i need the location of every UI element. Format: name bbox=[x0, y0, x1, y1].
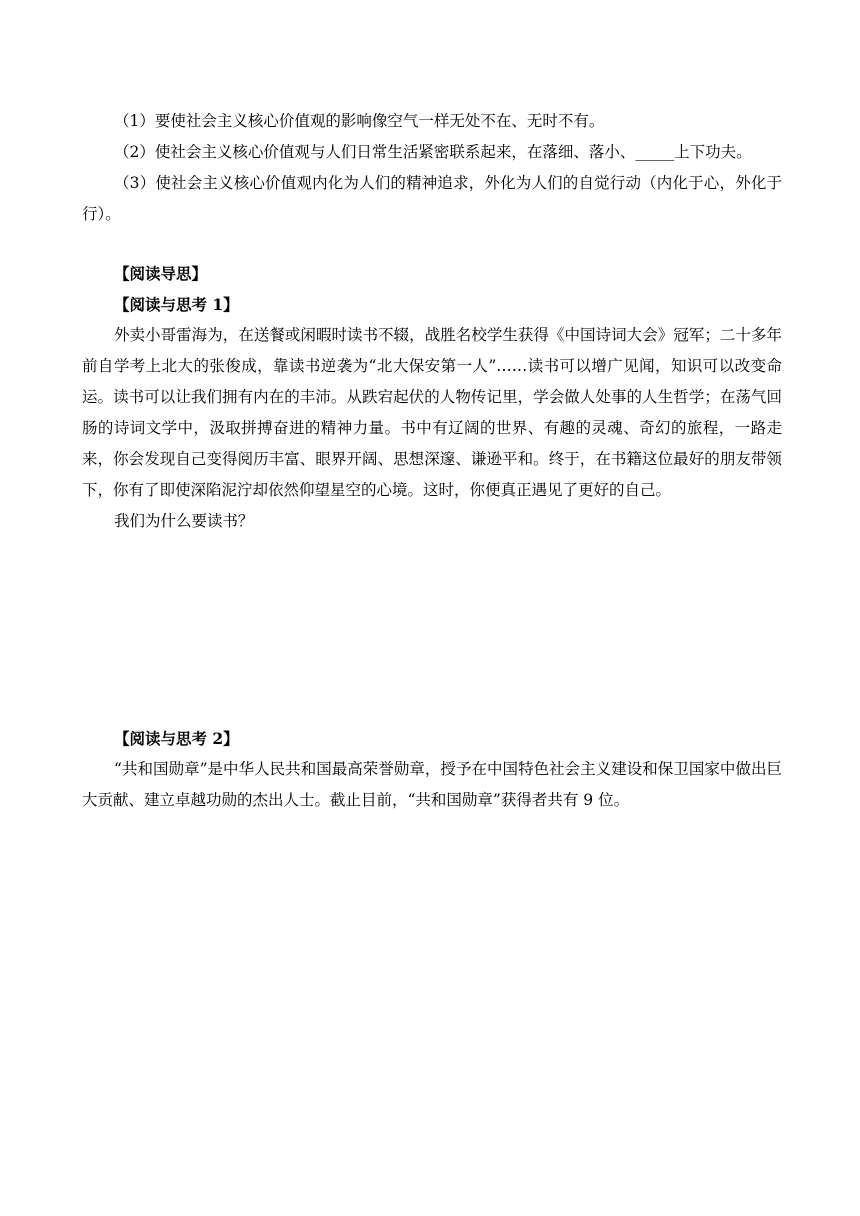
item-3: （3）使社会主义核心价值观内化为人们的精神追求，外化为人们的自觉行动（内化于心，外化于行）。 bbox=[82, 174, 782, 223]
item-2: （2）使社会主义核心价值观与人们日常生活紧密联系起来，在落细、落小、_____上下功夫。 bbox=[114, 143, 752, 161]
section-title: 【阅读导思】 bbox=[114, 264, 208, 283]
answer-space bbox=[82, 537, 782, 723]
reading2-passage: “共和国勋章”是中华人民共和国最高荣誉勋章，授予在中国特色社会主义建设和保卫国家中做出巨大贡献、建立卓越功勋的杰出人士。截止目前，“共和国勋章”获得者共有 9 位。 bbox=[82, 760, 782, 809]
reading1-title: 【阅读与思考 1】 bbox=[114, 295, 239, 314]
reading1-question: 我们为什么要读书？ bbox=[114, 512, 254, 530]
item-1: （1）要使社会主义核心价值观的影响像空气一样无处不在、无时不有。 bbox=[114, 112, 605, 130]
document-page bbox=[82, 106, 782, 816]
reading2-title: 【阅读与思考 2】 bbox=[114, 729, 239, 748]
reading1-passage: 外卖小哥雷海为，在送餐或闲暇时读书不辍，战胜名校学生获得《中国诗词大会》冠军；二十多年前自学考上北大的张俊成，靠读书逆袭为“北大保安第一人”……读书可以增广见闻，知识可以改变命运。读书可以让我们拥有内在的丰沛。从跌宕起伏的人物传记里，学会做人处事的人生哲学；在荡气回肠的诗词文学中，汲取拼搏奋进的精神力量。书中有辽阔的世界、有趣的灵魂、奇幻的旅程，一路走来，你会发现自己变得阅历丰富、眼界开阔、思想深邃、谦逊平和。终于，在书籍这位最好的朋友带领下，你有了即使深陷泥泞却依然仰望星空的心境。这时，你便真正遇见了更好的自己。 bbox=[82, 326, 782, 499]
